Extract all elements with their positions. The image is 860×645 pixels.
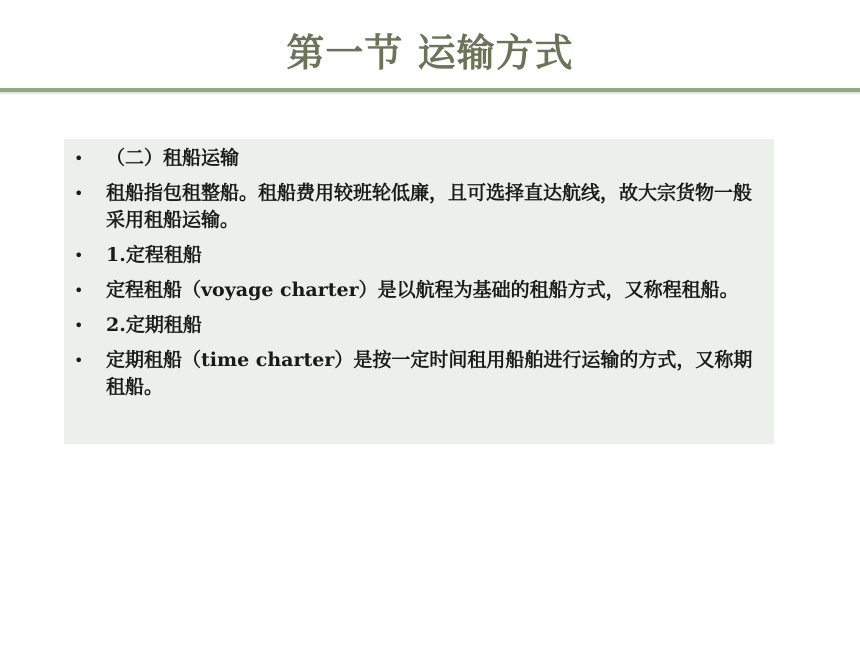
bullet-icon: • [74, 149, 84, 168]
list-item-text: 定期租船（time charter）是按一定时间租用船舶进行运输的方式，又称期租船。 [106, 349, 753, 398]
list-item [74, 347, 760, 401]
bullet-icon: • [74, 184, 84, 203]
list-item [74, 277, 760, 304]
list-item-text: （二）租船运输 [106, 147, 240, 169]
bullet-list [74, 145, 760, 401]
list-item-text: 租船指包租整船。租船费用较班轮低廉，且可选择直达航线，故大宗货物一般采用租船运输。 [106, 182, 753, 231]
list-item-text: 2.定期租船 [106, 314, 202, 336]
bullet-icon: • [74, 281, 84, 300]
bullet-icon: • [74, 316, 84, 335]
bullet-icon: • [74, 351, 84, 370]
list-item [74, 145, 760, 172]
slide-title: 第一节 运输方式 [286, 31, 574, 75]
list-item-text: 1.定程租船 [106, 244, 202, 266]
content-box [64, 139, 774, 444]
list-item [74, 312, 760, 339]
list-item-text: 定程租船（voyage charter）是以航程为基础的租船方式，又称程租船。 [106, 279, 739, 301]
list-item [74, 242, 760, 269]
title-divider-shadow [0, 92, 860, 95]
bullet-icon: • [74, 246, 84, 265]
list-item [74, 180, 760, 234]
